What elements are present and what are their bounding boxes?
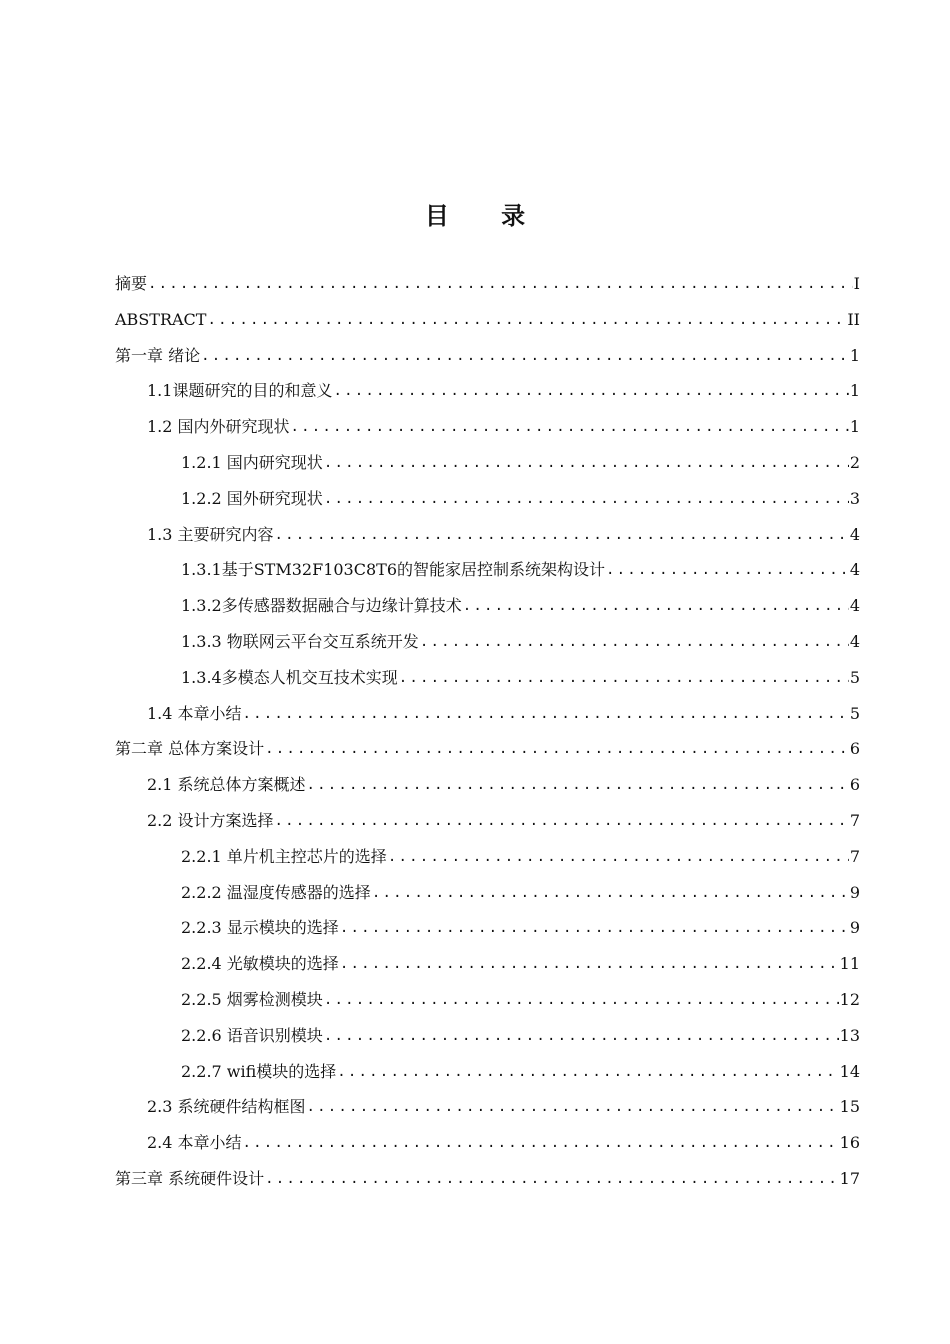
toc-entry-page: 13 [839,1025,860,1045]
toc-entry-page: 4 [849,632,860,651]
toc-entry-label: 2.2.7 wifi模块的选择 [181,1061,337,1081]
toc-entry[interactable] [0,1081,860,1117]
dot-leader [463,596,849,616]
toc-entry[interactable] [0,330,860,366]
dot-leader [307,1097,839,1117]
toc-entry-label: 2.2.6 语音识别模块 [181,1025,323,1045]
toc-entry-label: 摘要 [115,274,148,293]
dot-leader [324,453,849,473]
toc-entry[interactable] [0,1117,860,1153]
dot-leader [275,811,849,831]
toc-entry-page: 6 [849,739,860,759]
toc-entry-page: 1 [849,381,860,401]
toc-entry-page: 3 [849,488,860,508]
toc-entry-label: 2.2 设计方案选择 [147,811,274,830]
toc-entry-page: 1 [849,417,860,437]
toc-entry-label: 1.2.1 国内研究现状 [181,453,323,472]
toc-entry[interactable] [0,723,860,759]
toc-entry-label: 1.3.1基于STM32F103C8T6的智能家居控制系统架构设计 [181,560,606,580]
toc-entry-label: 2.2.3 显示模块的选择 [181,918,339,938]
toc-entry-label: 2.2.1 单片机主控芯片的选择 [181,846,387,866]
toc-entry[interactable] [0,938,860,974]
toc-entry-label: 1.2 国内外研究现状 [147,417,290,437]
toc-entry-page: 7 [849,811,860,830]
toc-entry-label: 2.2.5 烟雾检测模块 [181,990,323,1009]
toc-entry[interactable] [0,902,860,938]
toc-entry-page: 5 [849,703,860,723]
toc-entry-page: 9 [849,882,860,902]
toc-entry-label: ABSTRACT [115,309,207,329]
dot-leader [307,775,849,795]
toc-entry[interactable] [0,831,860,867]
toc-entry[interactable] [0,1153,860,1189]
dot-leader [275,525,849,545]
dot-leader [324,1026,839,1046]
dot-leader [337,1062,838,1082]
toc-entry-label: 2.4 本章小结 [147,1133,242,1153]
toc-entry[interactable] [0,1010,860,1046]
toc-entry[interactable] [0,509,860,545]
dot-leader [265,739,849,759]
toc-entry[interactable] [0,580,860,616]
toc-entry-page: 4 [849,560,860,580]
toc-entry[interactable] [0,544,860,580]
toc-entry-page: I [853,274,860,293]
toc-entry[interactable] [0,688,860,724]
toc-entry[interactable] [0,616,860,652]
toc-entry[interactable] [0,365,860,401]
toc-entry-label: 1.3 主要研究内容 [147,524,274,544]
toc-entry-label: 1.1课题研究的目的和意义 [147,381,333,401]
toc-entry[interactable] [0,294,860,330]
toc-entry-label: 第二章 总体方案设计 [115,739,265,759]
toc-entry-label: 1.4 本章小结 [147,703,242,723]
toc-entry-page: 2 [849,453,860,472]
toc-entry-page: 7 [849,846,860,866]
dot-leader [291,417,849,437]
dot-leader [265,1169,839,1189]
dot-leader [201,346,849,366]
toc-entry[interactable] [0,795,860,831]
toc-entry-page: II [847,309,860,329]
dot-leader [372,883,849,903]
toc-entry[interactable] [0,759,860,795]
toc-entry-label: 1.3.4多模态人机交互技术实现 [181,667,398,687]
dot-leader [243,704,849,724]
toc-entry-page: 14 [839,1061,860,1081]
toc-entry-page: 11 [839,954,860,974]
toc-entry-page: 9 [849,918,860,938]
toc-entry-page: 6 [849,775,860,795]
toc-entry-page: 16 [839,1133,860,1153]
toc-entry-label: 第一章 绪论 [115,345,201,365]
dot-leader [606,560,849,580]
toc-entry-page: 12 [839,990,860,1009]
dot-leader [388,847,849,867]
dot-leader [324,489,849,509]
toc-entry-label: 2.2.4 光敏模块的选择 [181,954,339,974]
toc-entry-page: 5 [849,667,860,687]
toc-entry[interactable] [0,401,860,437]
dot-leader [207,310,846,330]
toc-entry[interactable] [0,437,860,473]
toc-entry-label: 1.3.2多传感器数据融合与边缘计算技术 [181,596,462,616]
dot-leader [148,274,853,294]
toc-entry[interactable] [0,473,860,509]
dot-leader [324,990,839,1010]
toc-entry-page: 15 [839,1097,860,1117]
page-title: 目 录 [424,202,548,230]
toc-entry-label: 2.2.2 温湿度传感器的选择 [181,882,371,902]
toc-entry[interactable] [0,258,860,294]
toc-entry-label: 第三章 系统硬件设计 [115,1169,265,1188]
toc-entry[interactable] [0,974,860,1010]
toc-entry-label: 2.1 系统总体方案概述 [147,775,306,795]
dot-leader [243,1133,839,1153]
dot-leader [340,918,849,938]
toc-entry-label: 1.3.3 物联网云平台交互系统开发 [181,632,419,651]
dot-leader [399,668,849,688]
toc-entry-page: 1 [849,345,860,365]
dot-leader [420,632,849,652]
dot-leader [340,954,839,974]
toc-entry-label: 1.2.2 国外研究现状 [181,488,323,508]
toc-entry[interactable] [0,1046,860,1082]
dot-leader [333,381,848,401]
toc-entry[interactable] [0,867,860,903]
toc-entry-page: 17 [839,1169,860,1188]
toc-entry-label: 2.3 系统硬件结构框图 [147,1097,306,1117]
toc-entry-page: 4 [849,596,860,616]
toc-entry-page: 4 [849,524,860,544]
toc-entry[interactable] [0,652,860,688]
